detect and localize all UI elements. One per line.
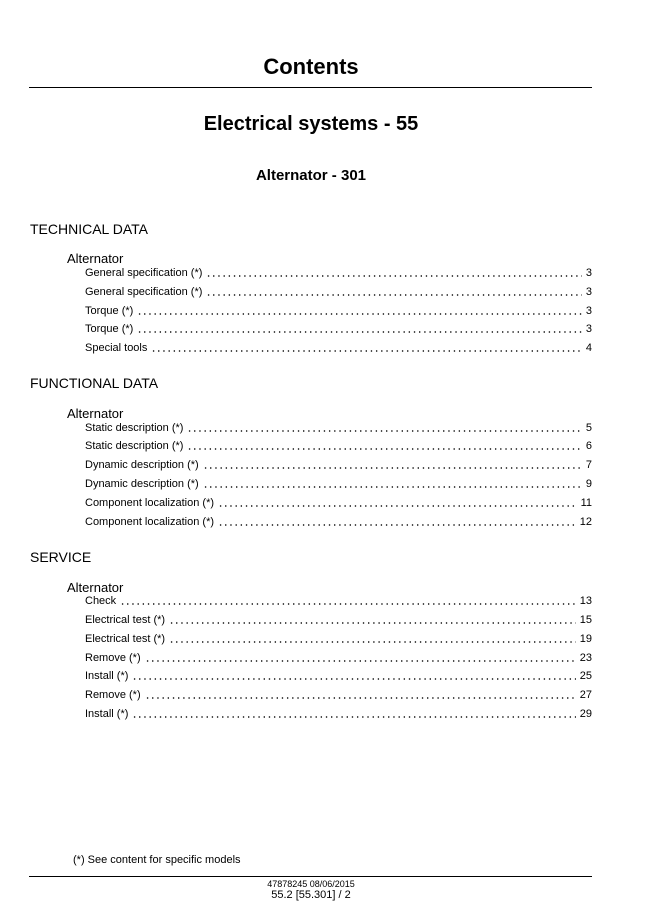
- dot-leader: [137, 324, 582, 334]
- top-divider: [29, 87, 592, 88]
- section-title-technical-data: TECHNICAL DATA: [30, 221, 148, 237]
- dot-leader: [203, 460, 582, 470]
- toc-entry[interactable]: [85, 594, 592, 608]
- toc-entry-page: 7: [585, 459, 592, 471]
- toc-entry[interactable]: [85, 458, 592, 472]
- group-title-alternator: Alternator: [67, 251, 124, 266]
- dot-leader: [137, 306, 582, 316]
- toc-entry[interactable]: [85, 651, 592, 665]
- toc-entry[interactable]: [85, 439, 592, 453]
- toc-entry-page: 25: [579, 670, 592, 682]
- toc-entry-label: Install (*): [85, 708, 129, 720]
- toc-entry-page: 19: [579, 633, 592, 645]
- subchapter-title: Alternator - 301: [255, 167, 367, 184]
- toc-entry-page: 5: [585, 422, 592, 434]
- toc-entry-label: Torque (*): [85, 305, 134, 317]
- toc-entry-label: Static description (*): [85, 440, 184, 452]
- toc-entry-label: Dynamic description (*): [85, 459, 199, 471]
- toc-entry-page: 27: [579, 689, 592, 701]
- toc-entry-page: 13: [579, 595, 592, 607]
- dot-leader: [218, 517, 576, 527]
- toc-entry[interactable]: [85, 322, 592, 336]
- toc-entry-label: Component localization (*): [85, 497, 215, 509]
- page-title: Contents: [263, 54, 359, 79]
- dot-leader: [206, 287, 581, 297]
- toc-entry-page: 11: [580, 497, 592, 509]
- chapter-title: Electrical systems - 55: [203, 113, 419, 135]
- toc-entry[interactable]: [85, 613, 592, 627]
- toc-entry[interactable]: [85, 285, 592, 299]
- toc-entry-page: 3: [585, 267, 592, 279]
- toc-entry-label: General specification (*): [85, 286, 203, 298]
- toc-entry-page: 4: [585, 342, 592, 354]
- dot-leader: [187, 423, 581, 433]
- toc-entry-label: Electrical test (*): [85, 614, 166, 626]
- dot-leader: [151, 343, 582, 353]
- toc-entry[interactable]: [85, 266, 592, 280]
- dot-leader: [203, 479, 582, 489]
- dot-leader: [218, 498, 577, 508]
- toc-entry-page: 3: [585, 323, 592, 335]
- group-title-alternator: Alternator: [67, 406, 124, 421]
- toc-entry[interactable]: [85, 669, 592, 683]
- toc-entry-label: Component localization (*): [85, 516, 215, 528]
- toc-entry-label: General specification (*): [85, 267, 203, 279]
- toc-entry[interactable]: [85, 304, 592, 318]
- footnote: (*) See content for specific models: [73, 854, 241, 866]
- document-id: 47878245 08/06/2015: [267, 879, 355, 889]
- toc-entry-page: 23: [579, 652, 592, 664]
- page-reference: 55.2 [55.301] / 2: [271, 889, 351, 901]
- section-title-functional-data: FUNCTIONAL DATA: [30, 375, 159, 391]
- toc-entry-label: Static description (*): [85, 422, 184, 434]
- toc-entry-page: 3: [585, 305, 592, 317]
- toc-entry[interactable]: [85, 688, 592, 702]
- toc-entry[interactable]: [85, 421, 592, 435]
- dot-leader: [120, 596, 576, 606]
- dot-leader: [169, 634, 576, 644]
- dot-leader: [132, 671, 575, 681]
- toc-entry-label: Check: [85, 595, 117, 607]
- section-title-service: SERVICE: [30, 549, 92, 565]
- toc-entry[interactable]: [85, 632, 592, 646]
- dot-leader: [206, 268, 581, 278]
- toc-entry-label: Remove (*): [85, 689, 141, 701]
- toc-entry-label: Dynamic description (*): [85, 478, 199, 490]
- dot-leader: [169, 615, 576, 625]
- toc-entry-page: 6: [585, 440, 592, 452]
- toc-entry[interactable]: [85, 496, 592, 510]
- group-title-alternator: Alternator: [67, 580, 124, 595]
- dot-leader: [145, 653, 576, 663]
- toc-entry[interactable]: [85, 477, 592, 491]
- toc-entry-label: Torque (*): [85, 323, 134, 335]
- bottom-divider: [29, 876, 592, 877]
- dot-leader: [145, 690, 576, 700]
- toc-entry[interactable]: [85, 707, 592, 721]
- toc-entry-page: 29: [579, 708, 592, 720]
- toc-entry-label: Special tools: [85, 342, 148, 354]
- dot-leader: [187, 441, 581, 451]
- toc-entry-page: 9: [585, 478, 592, 490]
- toc-entry-label: Install (*): [85, 670, 129, 682]
- toc-entry[interactable]: [85, 341, 592, 355]
- dot-leader: [132, 709, 575, 719]
- toc-entry-page: 3: [585, 286, 592, 298]
- toc-entry-label: Electrical test (*): [85, 633, 166, 645]
- toc-entry-label: Remove (*): [85, 652, 141, 664]
- toc-entry-page: 12: [579, 516, 592, 528]
- toc-entry[interactable]: [85, 515, 592, 529]
- toc-entry-page: 15: [579, 614, 592, 626]
